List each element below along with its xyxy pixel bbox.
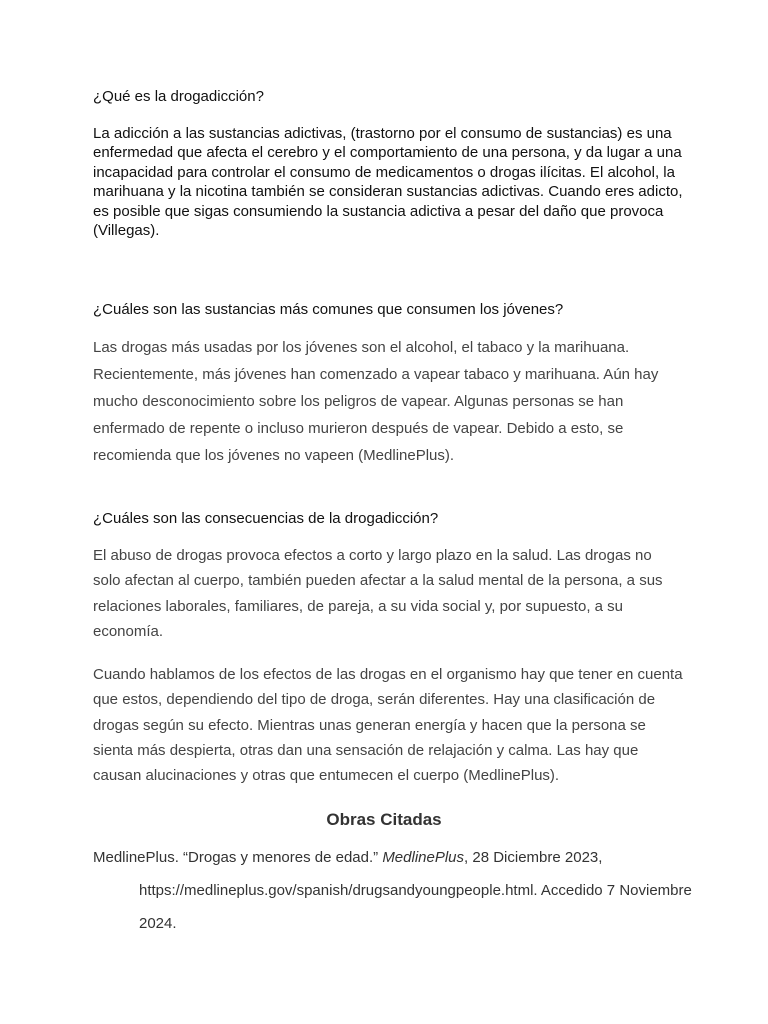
citation-prefix: MedlinePlus. “Drogas y menores de edad.” <box>93 849 383 866</box>
works-cited-entry <box>93 841 699 940</box>
section-heading-consequences: ¿Cuáles son las consecuencias de la drogadicción? <box>93 510 439 527</box>
paragraph-drug-addiction-definition: La adicción a las sustancias adictivas, (trastorno por el consumo de sustancias) es una enfermedad que afecta el cerebro y el comportamiento de una persona, y da lugar a una incapacidad para controlar el consumo de medicamentos o drogas ilícitas. El alcohol, la marihuana y la nicotina también se consideran sustancias adictivas. Cuando eres adicto, es posible que sigas consumiendo la sustancia adictiva a pesar del daño que provoca (Villegas). <box>93 125 683 240</box>
citation-suffix: , 28 Diciembre 2023, https://medlineplus.gov/spanish/drugsandyoungpeople.html. Accedido 7 Noviembre 2024. <box>139 849 692 932</box>
citation-container-title: MedlinePlus <box>382 849 465 866</box>
works-cited-title: Obras Citadas <box>326 810 442 829</box>
paragraph-drug-effects: Cuando hablamos de los efectos de las drogas en el organismo hay que tener en cuenta que estos, dependiendo del tipo de droga, serán diferentes. Hay una clasificación de drogas según su efecto. Mientras unas generan energía y hacen que la persona se sienta más despierta, otras dan una sensación de relajación y calma. Las hay que causan alucinaciones y otras que entumecen el cuerpo (MedlinePlus). <box>93 666 683 785</box>
section-heading-what-is-drug-addiction: ¿Qué es la drogadicción? <box>93 88 264 105</box>
section-heading-common-substances: ¿Cuáles son las sustancias más comunes que consumen los jóvenes? <box>93 301 564 318</box>
paragraph-consequences-health: El abuso de drogas provoca efectos a corto y largo plazo en la salud. Las drogas no solo afectan al cuerpo, también pueden afectar a la salud mental de la persona, a sus relaciones laborales, familiares, de pareja, a su vida social y, por supuesto, a su economía. <box>93 547 663 640</box>
paragraph-common-substances: Las drogas más usadas por los jóvenes son el alcohol, el tabaco y la marihuana. Recientemente, más jóvenes han comenzado a vapear tabaco y marihuana. Aún hay mucho desconocimiento sobre los peligros de vapear. Algunas personas se han enfermado de repente o incluso murieron después de vapear. Debido a esto, se recomienda que los jóvenes no vapeen (MedlinePlus). <box>93 339 659 464</box>
